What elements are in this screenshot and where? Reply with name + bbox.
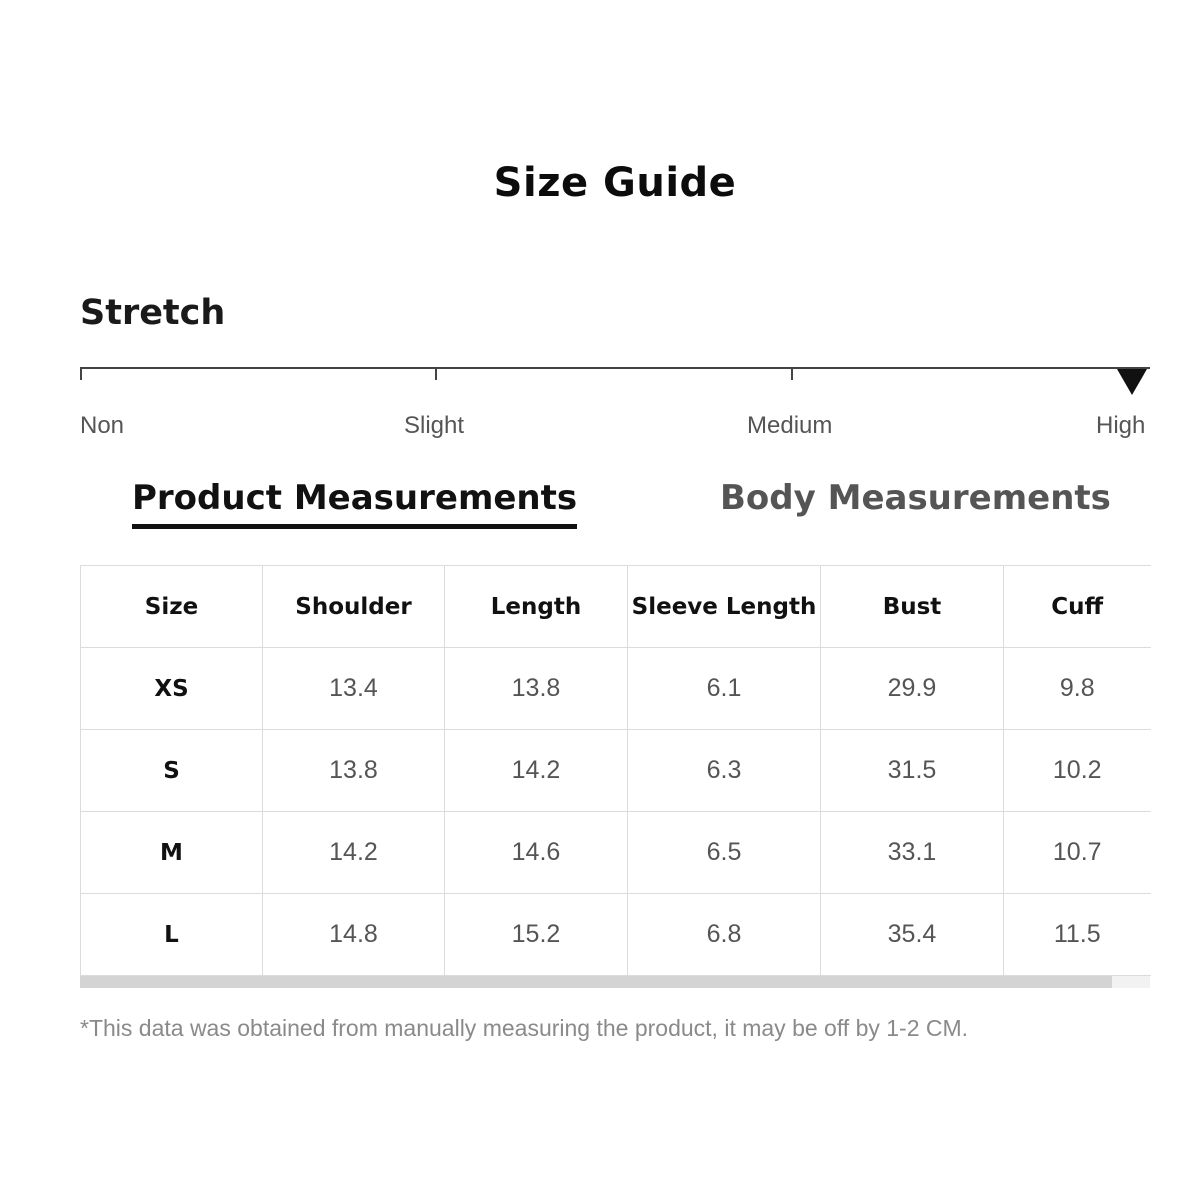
header-size: Size	[81, 566, 263, 648]
tab-product-measurements[interactable]: Product Measurements	[132, 478, 577, 529]
size-cell: L	[81, 894, 263, 976]
bust-cell: 35.4	[821, 894, 1004, 976]
header-sleeve-length: Sleeve Length	[628, 566, 821, 648]
cuff-cell: 10.7	[1004, 812, 1151, 894]
measurement-footnote: *This data was obtained from manually measuring the product, it may be off by 1-2 CM.	[80, 1015, 969, 1041]
page-title: Size Guide	[493, 160, 737, 206]
sleeve-length-cell: 6.5	[628, 812, 821, 894]
scrollbar-thumb[interactable]	[80, 976, 1112, 988]
stretch-tick-non	[80, 368, 82, 380]
length-cell: 14.6	[445, 812, 628, 894]
triangle-down-icon	[1117, 369, 1147, 395]
header-shoulder: Shoulder	[263, 566, 445, 648]
length-cell: 13.8	[445, 648, 628, 730]
shoulder-cell: 13.8	[263, 730, 445, 812]
table-header-row	[81, 566, 1151, 648]
shoulder-cell: 13.4	[263, 648, 445, 730]
stretch-label-slight: Slight	[404, 412, 465, 439]
stretch-label-high: High	[1096, 412, 1146, 439]
header-bust: Bust	[821, 566, 1004, 648]
tab-body-measurements[interactable]: Body Measurements	[720, 478, 1111, 518]
size-cell: S	[81, 730, 263, 812]
shoulder-cell: 14.8	[263, 894, 445, 976]
table-row	[81, 894, 1151, 976]
stretch-heading: Stretch	[80, 293, 226, 333]
header-cuff: Cuff	[1004, 566, 1151, 648]
length-cell: 14.2	[445, 730, 628, 812]
bust-cell: 33.1	[821, 812, 1004, 894]
bust-cell: 29.9	[821, 648, 1004, 730]
size-cell: XS	[81, 648, 263, 730]
size-cell: M	[81, 812, 263, 894]
stretch-tick-medium	[791, 368, 793, 380]
cuff-cell: 10.2	[1004, 730, 1151, 812]
sleeve-length-cell: 6.3	[628, 730, 821, 812]
length-cell: 15.2	[445, 894, 628, 976]
sleeve-length-cell: 6.1	[628, 648, 821, 730]
stretch-tick-slight	[435, 368, 437, 380]
sleeve-length-cell: 6.8	[628, 894, 821, 976]
table-row	[81, 812, 1151, 894]
bust-cell: 31.5	[821, 730, 1004, 812]
size-table	[80, 565, 1151, 976]
stretch-scale-line	[80, 367, 1150, 369]
cuff-cell: 9.8	[1004, 648, 1151, 730]
header-length: Length	[445, 566, 628, 648]
table-scrollbar[interactable]	[80, 976, 1150, 988]
table-row	[81, 730, 1151, 812]
stretch-label-non: Non	[80, 412, 125, 439]
shoulder-cell: 14.2	[263, 812, 445, 894]
table-row	[81, 648, 1151, 730]
stretch-label-medium: Medium	[747, 412, 833, 439]
cuff-cell: 11.5	[1004, 894, 1151, 976]
